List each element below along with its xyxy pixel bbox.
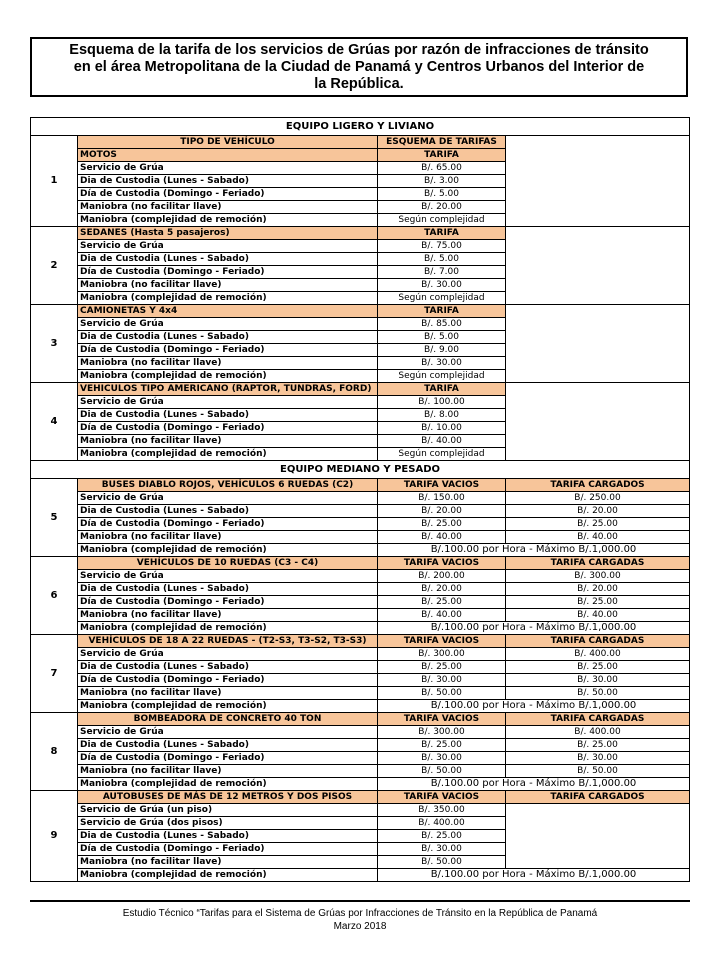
- tariff-empty-header: TARIFA VACIOS: [378, 635, 506, 648]
- group-header-row: [31, 713, 690, 726]
- tariff-loaded-value: B/. 40.00: [506, 609, 690, 622]
- tariff-loaded-value: B/. 30.00: [506, 752, 690, 765]
- tariff-empty-value: B/. 20.00: [378, 583, 506, 596]
- tariff-empty-header: TARIFA VACIOS: [378, 557, 506, 570]
- group-number: 3: [31, 305, 78, 383]
- tariff-value: B/. 5.00: [378, 253, 506, 266]
- service-label: Día de Custodia (Domingo - Feriado): [78, 596, 378, 609]
- tariff-empty-value: B/. 350.00: [378, 804, 506, 817]
- service-label: Día de Custodia (Domingo - Feriado): [78, 266, 378, 279]
- tariff-value: B/. 40.00: [378, 435, 506, 448]
- tariff-value: B/. 65.00: [378, 162, 506, 175]
- tariff-loaded-value: B/. 20.00: [506, 583, 690, 596]
- tariff-empty-header: TARIFA VACIOS: [378, 479, 506, 492]
- section-header-row: [31, 118, 690, 136]
- group-number: 6: [31, 557, 78, 635]
- tariff-loaded-header: TARIFA CARGADAS: [506, 713, 690, 726]
- tariff-empty-value: B/. 25.00: [378, 830, 506, 843]
- service-label: Maniobra (no facilitar llave): [78, 357, 378, 370]
- group-number: 1: [31, 136, 78, 227]
- service-label: Servicio de Grúa: [78, 240, 378, 253]
- complex-removal-rate: B/.100.00 por Hora - Máximo B/.1,000.00: [378, 544, 690, 557]
- tariff-empty-value: B/. 30.00: [378, 752, 506, 765]
- tariff-value: B/. 5.00: [378, 188, 506, 201]
- service-label: Maniobra (no facilitar llave): [78, 687, 378, 700]
- group-header-row: [31, 635, 690, 648]
- tariff-value: Según complejidad: [378, 370, 506, 383]
- group-number: 5: [31, 479, 78, 557]
- table-row: [31, 596, 690, 609]
- group-header-row: [31, 479, 690, 492]
- service-label: Maniobra (no facilitar llave): [78, 531, 378, 544]
- tariff-empty-header: TARIFA VACIOS: [378, 713, 506, 726]
- tariff-value: B/. 75.00: [378, 240, 506, 253]
- service-label: Día de Custodia (Domingo - Feriado): [78, 188, 378, 201]
- table-row: [31, 492, 690, 505]
- tariff-loaded-value: B/. 50.00: [506, 765, 690, 778]
- tariff-value: B/. 10.00: [378, 422, 506, 435]
- tariff-empty-value: B/. 30.00: [378, 843, 506, 856]
- service-label: Servicio de Grúa: [78, 318, 378, 331]
- service-label: Dia de Custodia (Lunes - Sabado): [78, 505, 378, 518]
- group-header-row: [31, 557, 690, 570]
- service-label: Servicio de Grúa: [78, 726, 378, 739]
- service-label: Dia de Custodia (Lunes - Sabado): [78, 331, 378, 344]
- complex-removal-rate: B/.100.00 por Hora - Máximo B/.1,000.00: [378, 778, 690, 791]
- tariff-empty-value: B/. 25.00: [378, 518, 506, 531]
- section-header-light: EQUIPO LIGERO Y LIVIANO: [31, 118, 690, 136]
- vehicle-category: VEHÍCULOS DE 18 A 22 RUEDAS - (T2-S3, T3-S2, T3-S3): [78, 635, 378, 648]
- footer-study-title: Estudio Técnico “Tarifas para el Sistema de Grúas por Infracciones de Tránsito en la República de Panamá: [122, 908, 598, 919]
- service-label: Día de Custodia (Domingo - Feriado): [78, 518, 378, 531]
- tariff-empty-value: B/. 40.00: [378, 609, 506, 622]
- service-label: Dia de Custodia (Lunes - Sabado): [78, 739, 378, 752]
- complex-removal-rate: B/.100.00 por Hora - Máximo B/.1,000.00: [378, 622, 690, 635]
- service-label: Maniobra (no facilitar llave): [78, 609, 378, 622]
- group-number: 7: [31, 635, 78, 713]
- tariff-empty-value: B/. 30.00: [378, 674, 506, 687]
- tariff-empty-value: B/. 400.00: [378, 817, 506, 830]
- tariff-empty-value: B/. 25.00: [378, 739, 506, 752]
- title-line-1: Esquema de la tarifa de los servicios de Grúas por razón de infracciones de tránsito: [69, 42, 649, 58]
- footer: [30, 900, 690, 933]
- blank-cell: [506, 804, 690, 869]
- table-row: [31, 752, 690, 765]
- service-label: Maniobra (complejidad de remoción): [78, 214, 378, 227]
- service-label: Maniobra (complejidad de remoción): [78, 370, 378, 383]
- group-number: 4: [31, 383, 78, 461]
- service-label: Dia de Custodia (Lunes - Sabado): [78, 409, 378, 422]
- tariff-column-header: TARIFA: [378, 383, 506, 396]
- tariff-loaded-header: TARIFA CARGADOS: [506, 791, 690, 804]
- tariff-empty-value: B/. 20.00: [378, 505, 506, 518]
- group-header-row: [31, 383, 690, 396]
- service-label: Dia de Custodia (Lunes - Sabado): [78, 661, 378, 674]
- tariff-value: B/. 30.00: [378, 357, 506, 370]
- table-row: [31, 583, 690, 596]
- service-label: Día de Custodia (Domingo - Feriado): [78, 752, 378, 765]
- table-row: [31, 544, 690, 557]
- service-label: Maniobra (complejidad de remoción): [78, 544, 378, 557]
- tariff-loaded-header: TARIFA CARGADAS: [506, 557, 690, 570]
- service-label: Maniobra (complejidad de remoción): [78, 622, 378, 635]
- vehicle-category: BUSES DIABLO ROJOS, VEHÍCULOS 6 RUEDAS (C2): [78, 479, 378, 492]
- title-line-2: en el área Metropolitana de la Ciudad de Panamá y Centros Urbanos del Interior de: [73, 59, 645, 75]
- table-row: [31, 661, 690, 674]
- table-row: [31, 674, 690, 687]
- vehicle-category: CAMIONETAS Y 4x4: [78, 305, 378, 318]
- service-label: Servicio de Grúa (un piso): [78, 804, 378, 817]
- service-label: Servicio de Grúa: [78, 162, 378, 175]
- service-label: Maniobra (complejidad de remoción): [78, 700, 378, 713]
- table-row: [31, 869, 690, 882]
- tariff-empty-value: B/. 25.00: [378, 661, 506, 674]
- tariff-value: B/. 8.00: [378, 409, 506, 422]
- service-label: Maniobra (no facilitar llave): [78, 279, 378, 292]
- service-label: Maniobra (complejidad de remoción): [78, 869, 378, 882]
- vehicle-category: MOTOS: [78, 149, 378, 162]
- table-row: [31, 778, 690, 791]
- tariff-table: [30, 117, 690, 882]
- column-header-row: [31, 136, 690, 149]
- tariff-loaded-value: B/. 250.00: [506, 492, 690, 505]
- tariff-value: Según complejidad: [378, 292, 506, 305]
- service-label: Día de Custodia (Domingo - Feriado): [78, 422, 378, 435]
- service-label: Maniobra (no facilitar llave): [78, 201, 378, 214]
- tariff-empty-value: B/. 50.00: [378, 687, 506, 700]
- tariff-value: B/. 85.00: [378, 318, 506, 331]
- title-line-3: la República.: [314, 76, 404, 92]
- vehicle-category: AUTOBUSES DE MÁS DE 12 METROS Y DOS PISOS: [78, 791, 378, 804]
- service-label: Maniobra (no facilitar llave): [78, 856, 378, 869]
- service-label: Maniobra (no facilitar llave): [78, 765, 378, 778]
- service-label: Maniobra (complejidad de remoción): [78, 292, 378, 305]
- footer-date: Marzo 2018: [333, 921, 387, 932]
- tariff-loaded-value: B/. 40.00: [506, 531, 690, 544]
- tariff-empty-value: B/. 50.00: [378, 765, 506, 778]
- blank-cell: [506, 136, 690, 227]
- tariff-value: B/. 20.00: [378, 201, 506, 214]
- table-row: [31, 622, 690, 635]
- table-row: [31, 518, 690, 531]
- tariff-column-header: TARIFA: [378, 305, 506, 318]
- tariff-empty-value: B/. 25.00: [378, 596, 506, 609]
- vehicle-category: BOMBEADORA DE CONCRETO 40 TON: [78, 713, 378, 726]
- tariff-loaded-value: B/. 25.00: [506, 596, 690, 609]
- tariff-column-header: TARIFA: [378, 227, 506, 240]
- tariff-value: Según complejidad: [378, 214, 506, 227]
- tariff-loaded-value: B/. 400.00: [506, 648, 690, 661]
- blank-cell: [506, 383, 690, 461]
- tariff-loaded-value: B/. 25.00: [506, 739, 690, 752]
- service-label: Día de Custodia (Domingo - Feriado): [78, 674, 378, 687]
- service-label: Servicio de Grúa (dos pisos): [78, 817, 378, 830]
- tariff-empty-value: B/. 300.00: [378, 648, 506, 661]
- table-row: [31, 726, 690, 739]
- tariff-loaded-value: B/. 25.00: [506, 661, 690, 674]
- service-label: Servicio de Grúa: [78, 396, 378, 409]
- service-label: Día de Custodia (Domingo - Feriado): [78, 843, 378, 856]
- group-header-row: [31, 305, 690, 318]
- complex-removal-rate: B/.100.00 por Hora - Máximo B/.1,000.00: [378, 869, 690, 882]
- tariff-loaded-header: TARIFA CARGADAS: [506, 635, 690, 648]
- group-header-row: [31, 791, 690, 804]
- service-label: Servicio de Grúa: [78, 570, 378, 583]
- vehicle-category: VEHÍCULOS DE 10 RUEDAS (C3 - C4): [78, 557, 378, 570]
- service-label: Dia de Custodia (Lunes - Sabado): [78, 253, 378, 266]
- service-label: Dia de Custodia (Lunes - Sabado): [78, 175, 378, 188]
- tariff-empty-value: B/. 200.00: [378, 570, 506, 583]
- service-label: Día de Custodia (Domingo - Feriado): [78, 344, 378, 357]
- table-row: [31, 570, 690, 583]
- service-label: Dia de Custodia (Lunes - Sabado): [78, 830, 378, 843]
- service-label: Servicio de Grúa: [78, 492, 378, 505]
- table-row: [31, 648, 690, 661]
- table-row: [31, 687, 690, 700]
- tariff-value: Según complejidad: [378, 448, 506, 461]
- tariff-value: B/. 3.00: [378, 175, 506, 188]
- blank-cell: [506, 305, 690, 383]
- group-number: 2: [31, 227, 78, 305]
- tariff-loaded-value: B/. 400.00: [506, 726, 690, 739]
- tariff-loaded-value: B/. 50.00: [506, 687, 690, 700]
- tariff-loaded-value: B/. 20.00: [506, 505, 690, 518]
- tariff-loaded-value: B/. 300.00: [506, 570, 690, 583]
- complex-removal-rate: B/.100.00 por Hora - Máximo B/.1,000.00: [378, 700, 690, 713]
- tariff-value: B/. 9.00: [378, 344, 506, 357]
- group-number: 8: [31, 713, 78, 791]
- document-title: [30, 37, 688, 97]
- tariff-empty-value: B/. 150.00: [378, 492, 506, 505]
- group-header-row: [31, 227, 690, 240]
- tariff-loaded-value: B/. 25.00: [506, 518, 690, 531]
- table-row: [31, 700, 690, 713]
- table-row: [31, 804, 690, 817]
- vehicle-category: VEHICULOS TIPO AMERICANO (RAPTOR, TUNDRAS, FORD): [78, 383, 378, 396]
- tariff-column-header: TARIFA: [378, 149, 506, 162]
- vehicle-category: SEDANES (Hasta 5 pasajeros): [78, 227, 378, 240]
- tariff-value: B/. 30.00: [378, 279, 506, 292]
- blank-cell: [506, 227, 690, 305]
- table-row: [31, 531, 690, 544]
- tariff-empty-value: B/. 300.00: [378, 726, 506, 739]
- tariff-empty-header: TARIFA VACIOS: [378, 791, 506, 804]
- service-label: Maniobra (complejidad de remoción): [78, 778, 378, 791]
- section-header-heavy: EQUIPO MEDIANO Y PESADO: [31, 461, 690, 479]
- service-label: Maniobra (complejidad de remoción): [78, 448, 378, 461]
- group-number: 9: [31, 791, 78, 882]
- column-header-tariff-scheme: ESQUEMA DE TARIFAS: [378, 136, 506, 149]
- table-row: [31, 739, 690, 752]
- tariff-empty-value: B/. 40.00: [378, 531, 506, 544]
- service-label: Maniobra (no facilitar llave): [78, 435, 378, 448]
- service-label: Servicio de Grúa: [78, 648, 378, 661]
- service-label: Dia de Custodia (Lunes - Sabado): [78, 583, 378, 596]
- tariff-empty-value: B/. 50.00: [378, 856, 506, 869]
- column-header-vehicle-type: TIPO DE VEHÍCULO: [78, 136, 378, 149]
- section-header-row: [31, 461, 690, 479]
- tariff-value: B/. 100.00: [378, 396, 506, 409]
- table-row: [31, 609, 690, 622]
- table-row: [31, 765, 690, 778]
- tariff-loaded-header: TARIFA CARGADOS: [506, 479, 690, 492]
- tariff-loaded-value: B/. 30.00: [506, 674, 690, 687]
- tariff-value: B/. 5.00: [378, 331, 506, 344]
- tariff-value: B/. 7.00: [378, 266, 506, 279]
- table-row: [31, 505, 690, 518]
